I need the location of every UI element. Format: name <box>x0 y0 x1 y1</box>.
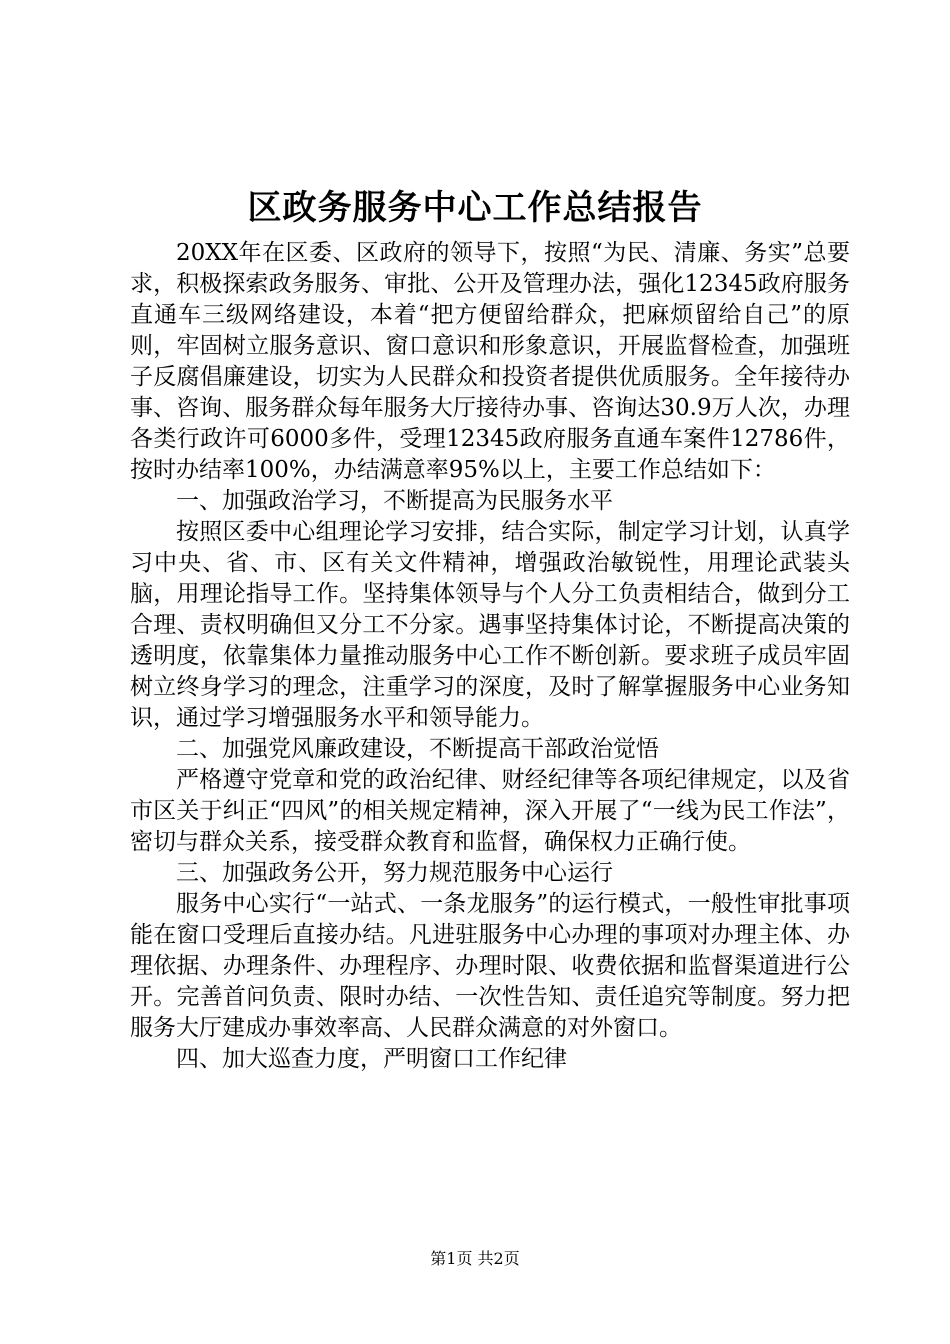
section-heading-2: 二、加强党风廉政建设，不断提高干部政治觉悟 <box>176 736 659 762</box>
section-heading-4: 四、加大巡查力度，严明窗口工作纪律 <box>176 1046 567 1072</box>
page-footer: 第1页 共2页 <box>430 1249 520 1268</box>
intro-paragraph: 20XX年在区委、区政府的领导下，按照“为民、清廉、务实”总要求，积极探索政务服务、审批、公开及管理办法，强化12345政府服务直通车三级网络建设，本着“把方便留给群众，把麻烦留给自己”的原则，牢固树立服务意识、窗口意识和形象意识，开展监督检查，加强班子反腐倡廉建设，切实为人民群众和投资者提供优质服务。全年接待办事、咨询、服务群众每年服务大厅接待办事、咨询达30.9万人次，办理各类行政许可6000多件，受理12345政府服务直通车案件12786件，按时办结率100%，办结满意率95%以上，主要工作总结如下： <box>130 240 850 483</box>
section-paragraph-1: 按照区委中心组理论学习安排，结合实际，制定学习计划，认真学习中央、省、市、区有关文件精神，增强政治敏锐性，用理论武装头脑，用理论指导工作。坚持集体领导与个人分工负责相结合，做到分工合理、责权明确但又分工不分家。遇事坚持集体讨论，不断提高决策的透明度，依靠集体力量推动服务中心工作不断创新。要求班子成员牢固树立终身学习的理念，注重学习的深度，及时了解掌握服务中心业务知识，通过学习增强服务水平和领导能力。 <box>130 519 850 731</box>
section-heading-1: 一、加强政治学习，不断提高为民服务水平 <box>176 488 613 514</box>
section-paragraph-3: 服务中心实行“一站式、一条龙服务”的运行模式，一般性审批事项能在窗口受理后直接办结。凡进驻服务中心办理的事项对办理主体、办理依据、办理条件、办理程序、办理时限、收费依据和监督渠道进行公开。完善首问负责、限时办结、一次性告知、责任追究等制度。努力把服务大厅建成办事效率高、人民群众满意的对外窗口。 <box>130 891 850 1041</box>
document-title: 区政务服务中心工作总结报告 <box>247 188 703 228</box>
section-heading-3: 三、加强政务公开，努力规范服务中心运行 <box>176 860 613 886</box>
section-paragraph-2: 严格遵守党章和党的政治纪律、财经纪律等各项纪律规定，以及省市区关于纠正“四风”的相关规定精神，深入开展了“一线为民工作法”，密切与群众关系，接受群众教育和监督，确保权力正确行使。 <box>130 767 850 855</box>
document-body <box>130 238 850 1075</box>
